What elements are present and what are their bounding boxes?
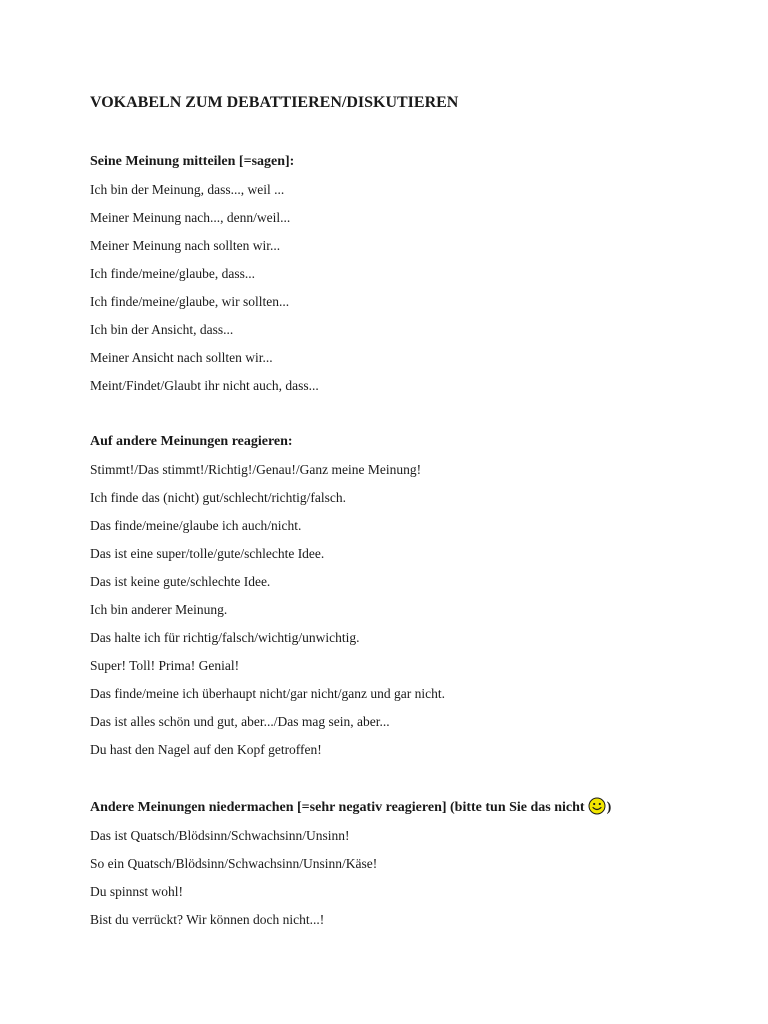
document-title: VOKABELN ZUM DEBATTIEREN/DISKUTIEREN [90, 94, 459, 111]
smiley-face-icon [588, 797, 606, 826]
phrase-item: Super! Toll! Prima! Genial! [90, 658, 240, 673]
phrase-list [90, 456, 730, 764]
phrase-item: Das finde/meine ich überhaupt nicht/gar nicht/ganz und gar nicht. [90, 686, 446, 701]
section-express-opinion [90, 148, 730, 400]
phrase-item: Meiner Meinung nach..., denn/weil... [90, 210, 291, 225]
phrase-item: Meiner Ansicht nach sollten wir... [90, 350, 273, 365]
phrase-item: Meiner Meinung nach sollten wir... [90, 238, 281, 253]
phrase-item: Ich finde das (nicht) gut/schlecht/richtig/falsch. [90, 490, 347, 505]
phrase-item: Ich bin anderer Meinung. [90, 602, 228, 617]
section-heading: Auf andere Meinungen reagieren: [90, 434, 293, 449]
section-heading-close: ) [606, 800, 612, 815]
phrase-list [90, 176, 730, 400]
phrase-item: Das ist Quatsch/Blödsinn/Schwachsinn/Unsinn! [90, 828, 350, 843]
phrase-item: Stimmt!/Das stimmt!/Richtig!/Genau!/Ganz meine Meinung! [90, 462, 422, 477]
phrase-item: Das finde/meine/glaube ich auch/nicht. [90, 518, 302, 533]
phrase-item: Du spinnst wohl! [90, 884, 184, 899]
phrase-item: Das halte ich für richtig/falsch/wichtig/unwichtig. [90, 630, 360, 645]
phrase-item: So ein Quatsch/Blödsinn/Schwachsinn/Unsinn/Käse! [90, 856, 378, 871]
phrase-item: Ich bin der Ansicht, dass... [90, 322, 234, 337]
phrase-item: Du hast den Nagel auf den Kopf getroffen! [90, 742, 322, 757]
phrase-item: Das ist alles schön und gut, aber.../Das mag sein, aber... [90, 714, 390, 729]
section-react-to-opinions [90, 428, 730, 764]
section-heading: Seine Meinung mitteilen [=sagen]: [90, 154, 295, 169]
section-put-down-opinions [90, 794, 730, 934]
phrase-item: Ich bin der Meinung, dass..., weil ... [90, 182, 285, 197]
phrase-item: Ich finde/meine/glaube, dass... [90, 266, 255, 281]
section-heading [90, 794, 730, 822]
phrase-item: Das ist keine gute/schlechte Idee. [90, 574, 271, 589]
phrase-list [90, 822, 730, 934]
section-heading-text: Andere Meinungen niedermachen [=sehr negativ reagieren] (bitte tun Sie das nicht [90, 800, 585, 815]
phrase-item: Meint/Findet/Glaubt ihr nicht auch, dass... [90, 378, 319, 393]
phrase-item: Ich finde/meine/glaube, wir sollten... [90, 294, 290, 309]
phrase-item: Das ist eine super/tolle/gute/schlechte Idee. [90, 546, 325, 561]
phrase-item: Bist du verrückt? Wir können doch nicht...! [90, 912, 325, 927]
